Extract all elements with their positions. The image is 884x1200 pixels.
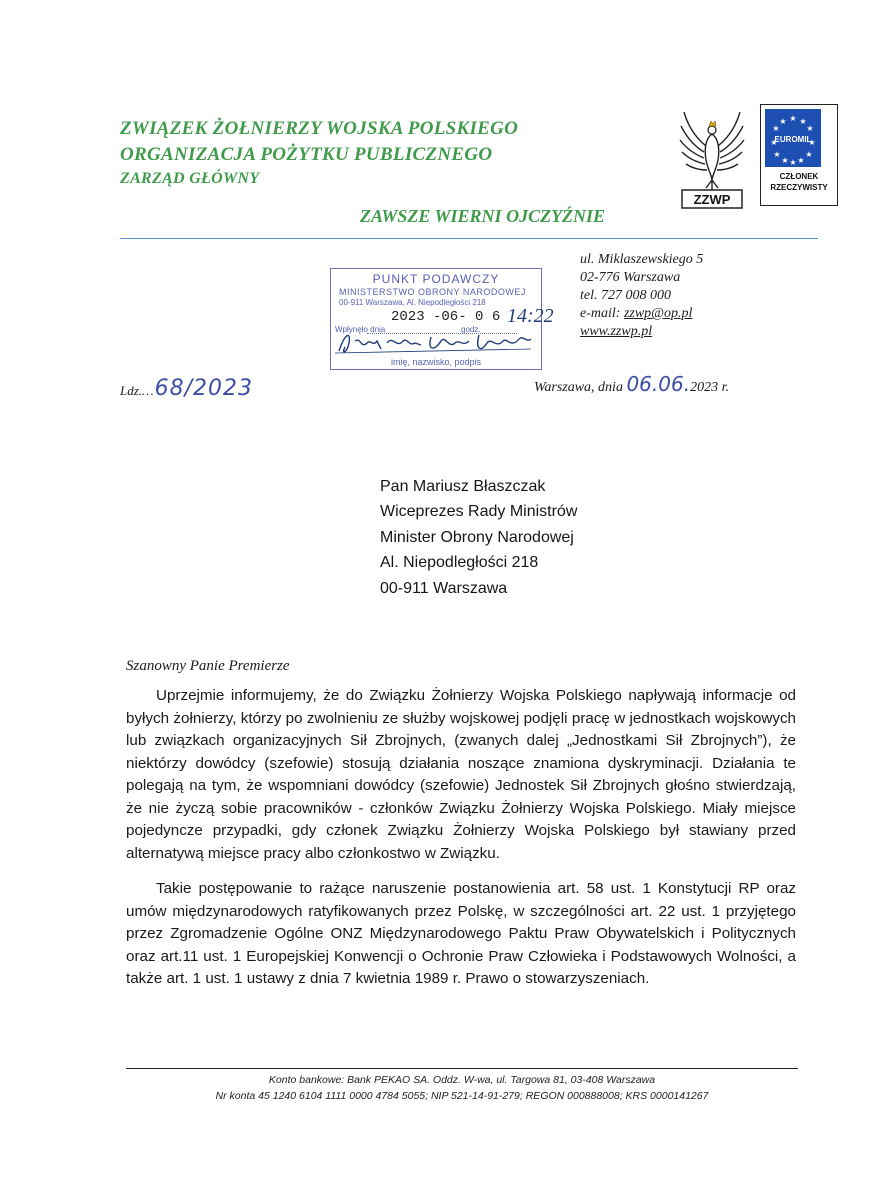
motto: ZAWSZE WIERNI OJCZYŹNIE xyxy=(360,206,606,226)
recipient-name: Pan Mariusz Błaszczak xyxy=(380,478,546,495)
svg-text:★: ★ xyxy=(808,138,816,147)
svg-text:★: ★ xyxy=(789,114,797,123)
stamp-address: 00-911 Warszawa, Al. Niepodległości 218 xyxy=(339,298,486,307)
stamp-received-label: Wpłynęło dnia xyxy=(335,325,386,334)
stamp-footer: imię, nazwisko, podpis xyxy=(390,357,482,367)
org-name-line3: ZARZĄD GŁÓWNY xyxy=(120,170,260,187)
stamp-signature xyxy=(331,327,541,357)
svg-text:★: ★ xyxy=(779,117,787,126)
recipient-street: Al. Niepodległości 218 xyxy=(380,554,539,571)
svg-text:★: ★ xyxy=(773,150,781,159)
recipient-title2: Minister Obrony Narodowej xyxy=(380,529,574,546)
euromil-logo-text: EUROMIL xyxy=(774,135,812,144)
website-link[interactable]: www.zzwp.pl xyxy=(580,324,653,339)
euromil-logo xyxy=(760,104,838,206)
header-divider xyxy=(120,238,818,239)
footer-registration: Nr konta 45 1240 6104 1111 0000 4784 5055; NIP 521-14-91-279; REGON 000888008; KRS 0000141267 xyxy=(215,1090,709,1102)
body-paragraph-2 xyxy=(126,878,796,991)
org-name-line2: ORGANIZACJA POŻYTKU PUBLICZNEGO xyxy=(120,144,493,165)
date-year: 2023 r. xyxy=(690,380,729,395)
svg-text:★: ★ xyxy=(797,156,805,165)
stamp-title: PUNKT PODAWCZY xyxy=(372,272,500,286)
paragraph-text: Takie postępowanie to rażące naruszenie postanowienia art. 58 ust. 1 Konstytucji RP oraz umów międzynarodowych ratyfikowanych przez Polskę, w szczególności art. 22 ust. 1 przyjętego przez Zgromadzenie Ogólne ONZ Międzynarodowego Paktu Praw Obywatelskich i Politycznych oraz art.11 ust. 1 Europejskiej Konwencji o Ochronie Praw Człowieka i Podstawowych Wolności, a także art. 1 ust. 1 ustawy z dnia 7 kwietnia 1989 r. Prawo o stowarzyszeniach. xyxy=(126,880,796,987)
stamp-hour-label: godz. xyxy=(461,325,481,334)
address-email-row xyxy=(580,306,692,322)
ldz-number: 68/2023 xyxy=(154,376,254,401)
salutation: Szanowny Panie Premierze xyxy=(126,658,290,674)
recipient-city: 00-911 Warszawa xyxy=(380,580,508,597)
footer-divider xyxy=(126,1068,798,1069)
eagle-logo-text: ZZWP xyxy=(693,192,731,207)
svg-text:★: ★ xyxy=(799,117,807,126)
letter-date xyxy=(534,372,729,396)
date-handwritten: 06.06. xyxy=(626,372,691,396)
paragraph-text: Uprzejmie informujemy, że do Związku Żołnierzy Wojska Polskiego napływają informacje od byłych żołnierzy, którzy po zwolnieniu ze służby wojskowej podjęli pracę w jednostkach wojskowych lub związkach organizacyjnych Sił Zbrojnych, (zwanych dalej „Jednostkami Sił Zbrojnych”), że niektórzy dowódcy (szefowie) stosują działania noszące znamiona dyskryminacji. Działania te polegają na tym, że wspomniani dowódcy (szefowie) Jednostek Sił Zbrojnych głośno stwierdzają, że nie życzą sobie pracowników - członków Związku Żołnierzy Wojska Polskiego. Miały miejsce pojedyncze przypadki, gdy członek Związku Żołnierzy Wojska Polskiego był stawiany przed alternatywą miejsce pracy albo członkostwo w Związku. xyxy=(126,687,796,862)
eu-flag-icon xyxy=(765,109,821,167)
body-paragraph-1 xyxy=(126,685,796,865)
address-www-row xyxy=(580,324,652,340)
org-name-line1: ZWIĄZEK ŻOŁNIERZY WOJSKA POLSKIEGO xyxy=(120,118,519,139)
email-link[interactable]: zzwp@op.pl xyxy=(623,306,693,321)
receipt-stamp xyxy=(330,268,554,370)
stamp-date: 2023 -06- 0 6 xyxy=(391,309,501,325)
address-city: 02-776 Warszawa xyxy=(580,270,681,285)
address-phone: tel. 727 008 000 xyxy=(580,288,671,303)
email-label: e-mail: xyxy=(580,306,624,321)
zzwp-eagle-logo xyxy=(678,108,746,210)
svg-text:★: ★ xyxy=(805,150,813,159)
recipient-title1: Wiceprezes Rady Ministrów xyxy=(380,503,578,520)
date-place: Warszawa, dnia xyxy=(534,380,627,395)
euromil-member-badge: CZŁONEK RZECZYWISTY xyxy=(770,172,828,192)
footer-bank-account: Konto bankowe: Bank PEKAO SA. Oddz. W-wa, ul. Targowa 81, 03-408 Warszawa xyxy=(268,1074,656,1086)
svg-text:★: ★ xyxy=(789,158,797,167)
ldz-label: Ldz. xyxy=(120,383,143,398)
eagle-icon xyxy=(678,108,746,210)
svg-text:★: ★ xyxy=(781,156,789,165)
reference-number: Ldz.…68/2023 xyxy=(120,376,254,401)
stamp-time: 14:22 xyxy=(507,305,554,327)
svg-text:★: ★ xyxy=(772,124,780,133)
address-street: ul. Miklaszewskiego 5 xyxy=(580,252,704,267)
svg-text:★: ★ xyxy=(770,138,778,147)
svg-text:★: ★ xyxy=(806,124,814,133)
stamp-ministry: MINISTERSTWO OBRONY NARODOWEJ xyxy=(339,287,526,297)
